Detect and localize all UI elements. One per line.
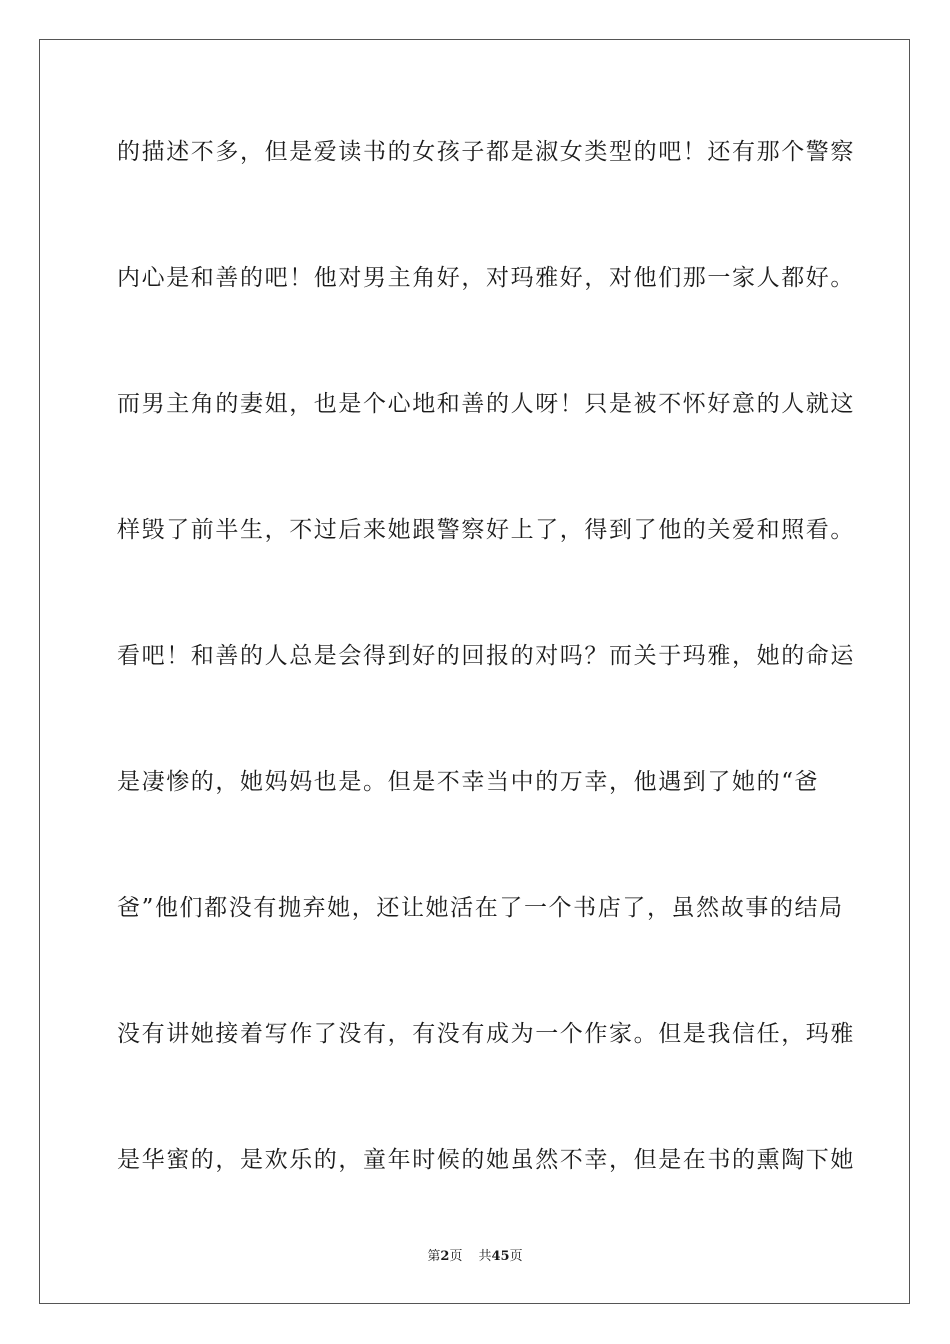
page-number: 2 (440, 1249, 450, 1264)
page-label-suffix: 页 (449, 1249, 463, 1264)
total-label-prefix: 共 (478, 1249, 492, 1264)
text-line-4: 样毁了前半生，不过后来她跟警察好上了，得到了他的关爱和照看。 (117, 517, 855, 543)
text-line-7: 爸”他们都没有抛弃她，还让她活在了一个书店了，虽然故事的结局 (117, 895, 844, 921)
total-pages: 45 (491, 1249, 510, 1264)
text-line-2: 内心是和善的吧！他对男主角好，对玛雅好，对他们那一家人都好。 (117, 265, 855, 291)
total-label-suffix: 页 (509, 1249, 523, 1264)
text-line-9: 是华蜜的，是欢乐的，童年时候的她虽然不幸，但是在书的熏陶下她 (117, 1147, 855, 1173)
page-footer (0, 1247, 950, 1267)
text-line-3: 而男主角的妻姐，也是个心地和善的人呀！只是被不怀好意的人就这 (117, 391, 855, 417)
text-line-5: 看吧！和善的人总是会得到好的回报的对吗？而关于玛雅，她的命运 (117, 643, 855, 669)
document-body (117, 127, 855, 1261)
page-label-prefix: 第 (427, 1249, 441, 1264)
text-line-1: 的描述不多，但是爱读书的女孩子都是淑女类型的吧！还有那个警察 (117, 139, 855, 165)
text-line-8: 没有讲她接着写作了没有，有没有成为一个作家。但是我信任，玛雅 (117, 1021, 855, 1047)
text-line-6: 是凄惨的，她妈妈也是。但是不幸当中的万幸，他遇到了她的“爸 (117, 769, 820, 795)
